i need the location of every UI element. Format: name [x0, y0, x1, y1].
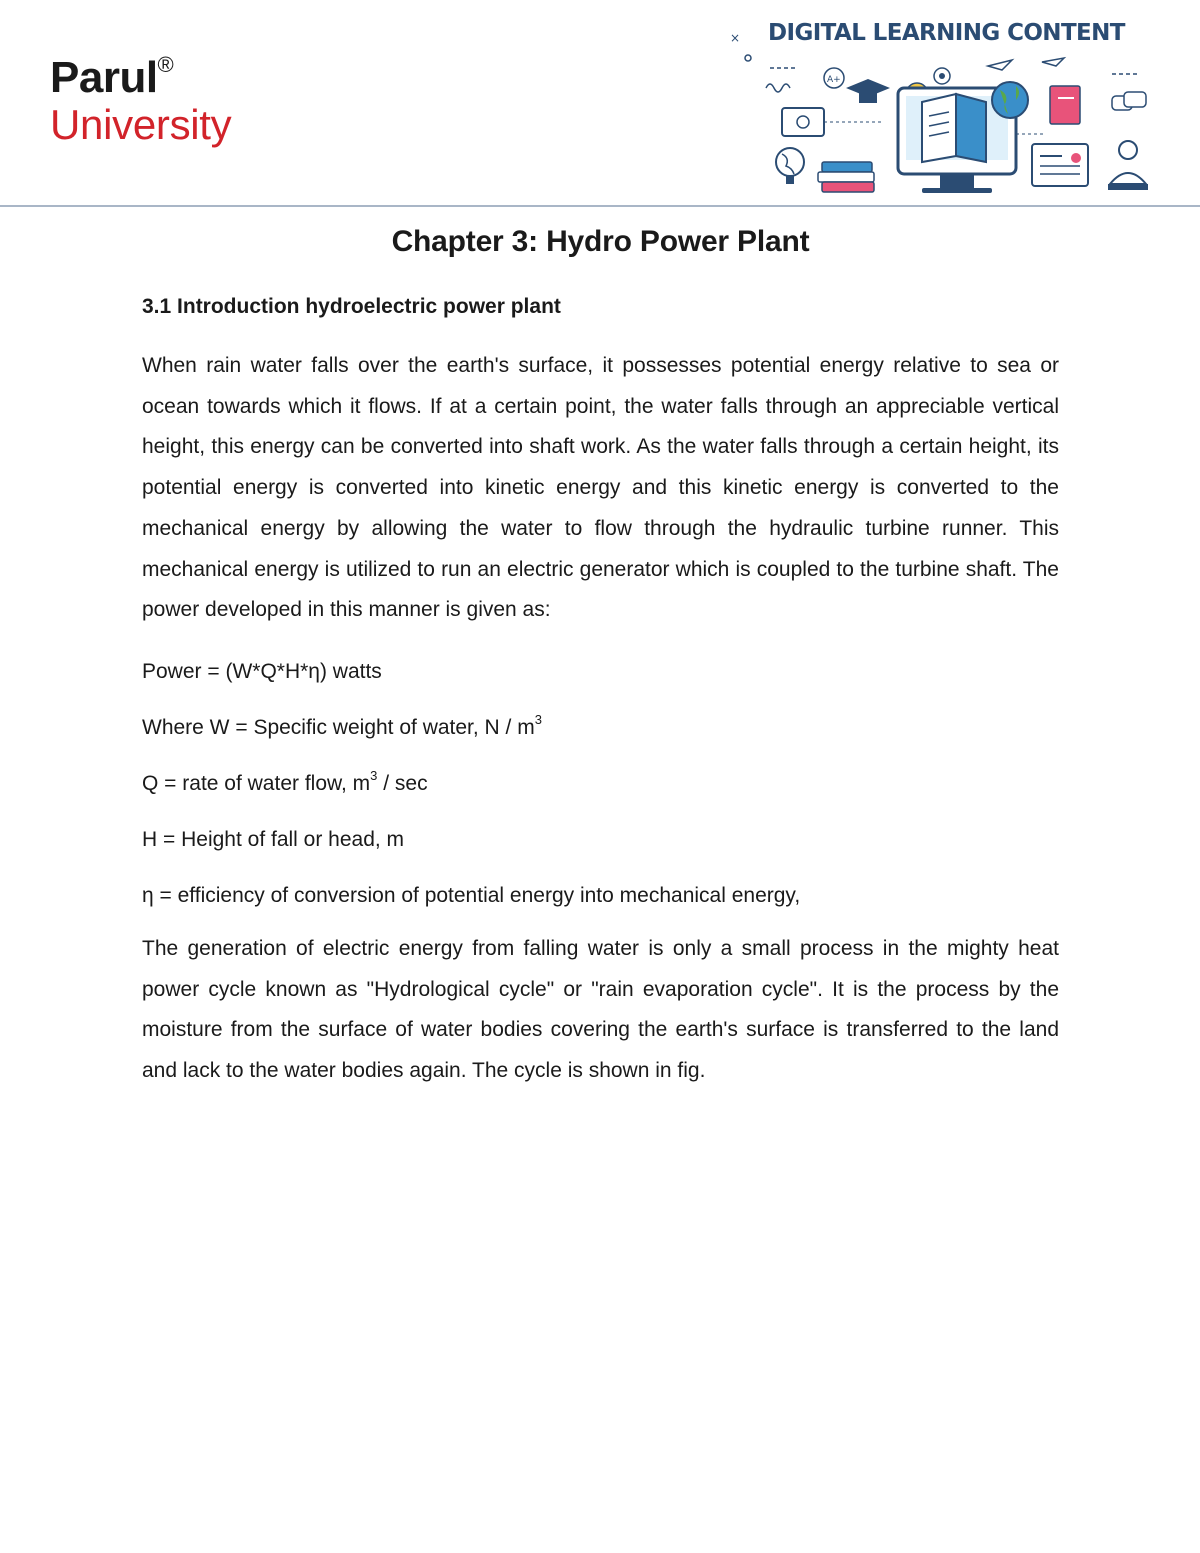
parul-university-logo	[50, 52, 232, 148]
power-formula: Power = (W*Q*H*η) watts	[142, 659, 382, 683]
svg-text:A+: A+	[827, 75, 841, 85]
logo-name: Parul	[50, 53, 158, 102]
definition-eta: η = efficiency of conversion of potential energy into mechanical energy,	[142, 883, 801, 907]
digital-learning-illustration	[726, 24, 1156, 206]
definition-q-text: Q = rate of water flow, m	[142, 771, 371, 795]
definition-q	[142, 769, 1059, 799]
header-divider	[0, 205, 1200, 207]
superscript-3: 3	[370, 767, 378, 783]
definition-h: H = Height of fall or head, m	[142, 827, 405, 851]
definition-q-tail: / sec	[377, 771, 428, 795]
intro-paragraph: When rain water falls over the earth's surface, it possesses potential energy relative to sea or ocean towards which it flows. If at a certain point, the water falls through an appreciable vertical height, this energy can be converted into shaft work. As the water falls through a certain height, its potential energy is converted into kinetic energy and this kinetic energy is converted to the mechanical energy by allowing the water to flow through the hydraulic turbine runner. This mechanical energy is utilized to run an electric generator which is coupled to the turbine shaft. The power developed in this manner is given as:	[142, 354, 1059, 622]
definition-w	[142, 713, 1059, 743]
hydrological-cycle-paragraph: The generation of electric energy from falling water is only a small process in the mighty heat power cycle known as "Hydrological cycle" or "rain evaporation cycle". It is the process by the moisture from the surface of water bodies covering the earth's surface is transferred to the land and lack to the water bodies again. The cycle is shown in fig.	[142, 936, 1059, 1083]
chapter-title: Chapter 3: Hydro Power Plant	[391, 225, 810, 258]
svg-text:×: ×	[730, 31, 741, 45]
logo-subtitle: University	[50, 101, 232, 148]
banner-title: DIGITAL LEARNING CONTENT	[768, 20, 1125, 46]
superscript-3: 3	[534, 711, 542, 727]
page-header	[0, 0, 1200, 206]
logo-registered-mark: ®	[157, 52, 174, 77]
document-body	[142, 222, 1059, 1092]
definition-w-text: Where W = Specific weight of water, N / m	[142, 715, 535, 739]
section-title: 3.1 Introduction hydroelectric power plant	[142, 295, 561, 318]
